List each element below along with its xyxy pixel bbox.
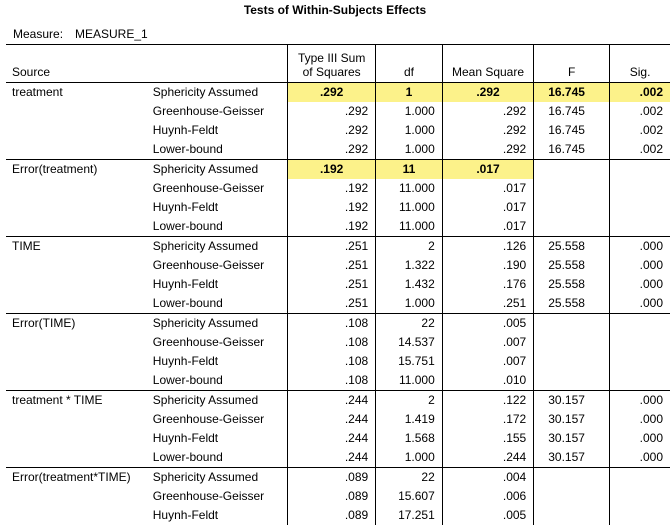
df-cell: 17.251 [376,506,443,525]
mean-square-cell: .292 [442,140,533,160]
df-cell: 1.000 [376,140,443,160]
header-f: F [534,45,610,83]
correction-cell: Sphericity Assumed [148,468,288,488]
sig-cell: .000 [610,275,670,294]
mean-square-cell: .176 [442,275,533,294]
source-cell [6,333,148,352]
sig-cell: .000 [610,410,670,429]
correction-cell: Huynh-Feldt [152,431,219,445]
source-cell: TIME [6,237,148,257]
sig-cell: .000 [610,448,670,468]
mean-square-cell: .292 [442,121,533,140]
sig-cell: .002 [610,121,670,140]
f-cell [534,487,610,506]
correction-cell: Lower-bound [152,142,223,156]
within-subjects-effects-table [6,44,670,525]
source-cell [6,487,148,506]
f-cell: 16.745 [534,83,610,103]
table-row [6,391,670,411]
sig-cell: .002 [610,102,670,121]
df-cell: 2 [376,391,443,411]
df-cell: 1.322 [376,256,443,275]
mean-square-cell: .017 [442,160,533,180]
f-cell [534,179,610,198]
df-cell: 14.537 [376,333,443,352]
f-cell: 16.745 [534,121,610,140]
correction-cell: Lower-bound [152,296,223,310]
sig-cell: .000 [610,294,670,314]
mean-square-cell: .292 [442,102,533,121]
correction-cell: Lower-bound [152,373,223,387]
sum-of-squares-cell: .251 [288,256,376,275]
table-row [6,487,670,506]
sum-of-squares-cell: .192 [288,179,376,198]
table-row [6,179,670,198]
mean-square-cell: .007 [442,333,533,352]
source-cell: treatment [6,83,148,103]
sig-cell [610,198,670,217]
df-cell: 1.000 [376,294,443,314]
sum-of-squares-cell: .192 [288,160,376,180]
correction-cell: Lower-bound [152,450,223,464]
table-row [6,275,670,294]
table-row [6,198,670,217]
sig-cell [610,487,670,506]
mean-square-cell: .292 [442,83,533,103]
mean-square-cell: .017 [442,198,533,217]
f-cell: 30.157 [534,429,610,448]
correction-cell: Lower-bound [152,219,223,233]
f-cell: 25.558 [534,237,610,257]
sig-cell [610,352,670,371]
source-cell [6,198,148,217]
correction-cell: Sphericity Assumed [148,391,288,411]
sig-cell [610,160,670,180]
f-cell [534,506,610,525]
table-row [6,140,670,160]
df-cell: 2 [376,237,443,257]
correction-cell: Greenhouse-Geisser [152,104,265,118]
table-row [6,410,670,429]
mean-square-cell: .017 [442,179,533,198]
measure-label: Measure: [13,27,64,41]
mean-square-cell: .004 [442,468,533,488]
sum-of-squares-cell: .089 [288,506,376,525]
correction-cell: Huynh-Feldt [152,123,219,137]
df-cell: 11.000 [376,198,443,217]
df-cell: 22 [376,468,443,488]
correction-cell: Huynh-Feldt [152,277,219,291]
f-cell [534,314,610,334]
df-cell: 1 [376,83,443,103]
df-cell: 1.000 [376,448,443,468]
correction-cell: Huynh-Feldt [152,508,219,522]
f-cell [534,198,610,217]
source-cell [6,217,148,237]
table-row [6,506,670,525]
mean-square-cell: .006 [442,487,533,506]
sig-cell: .000 [610,429,670,448]
sum-of-squares-cell: .108 [288,333,376,352]
f-cell [534,352,610,371]
df-cell: 22 [376,314,443,334]
source-cell [6,121,148,140]
source-cell [6,410,148,429]
mean-square-cell: .172 [442,410,533,429]
source-cell: Error(treatment*TIME) [6,468,148,488]
df-cell: 1.419 [376,410,443,429]
correction-cell: Greenhouse-Geisser [152,489,265,503]
sum-of-squares-cell: .251 [288,237,376,257]
header-df: df [376,45,443,83]
df-cell: 15.607 [376,487,443,506]
f-cell [534,333,610,352]
correction-cell: Greenhouse-Geisser [152,258,265,272]
correction-cell: Huynh-Feldt [152,354,219,368]
correction-cell: Greenhouse-Geisser [152,181,265,195]
sig-cell: .000 [610,256,670,275]
sum-of-squares-cell: .108 [288,371,376,391]
source-cell [6,256,148,275]
f-cell [534,217,610,237]
sum-of-squares-cell: .244 [288,448,376,468]
source-cell: Error(TIME) [6,314,148,334]
sum-of-squares-cell: .244 [288,429,376,448]
measure-value: MEASURE_1 [75,27,148,41]
df-cell: 11 [376,160,443,180]
correction-cell: Sphericity Assumed [148,237,288,257]
f-cell [534,160,610,180]
sum-of-squares-cell: .292 [288,102,376,121]
sum-of-squares-cell: .251 [288,294,376,314]
table-row [6,160,670,180]
mean-square-cell: .126 [442,237,533,257]
table-row [6,83,670,103]
mean-square-cell: .005 [442,506,533,525]
source-cell: Error(treatment) [6,160,148,180]
correction-cell: Greenhouse-Geisser [152,335,265,349]
source-cell [6,179,148,198]
table-row [6,352,670,371]
df-cell: 15.751 [376,352,443,371]
mean-square-cell: .122 [442,391,533,411]
table-row [6,429,670,448]
mean-square-cell: .244 [442,448,533,468]
table-row [6,333,670,352]
sum-of-squares-cell: .108 [288,314,376,334]
sum-of-squares-cell: .244 [288,391,376,411]
table-row [6,371,670,391]
mean-square-cell: .155 [442,429,533,448]
table-row [6,237,670,257]
source-cell [6,275,148,294]
sig-cell [610,371,670,391]
header-sig: Sig. [610,45,670,83]
sum-of-squares-cell: .089 [288,487,376,506]
sum-of-squares-cell: .251 [288,275,376,294]
mean-square-cell: .007 [442,352,533,371]
sig-cell: .000 [610,237,670,257]
mean-square-cell: .251 [442,294,533,314]
sum-of-squares-cell: .108 [288,352,376,371]
f-cell: 30.157 [534,410,610,429]
source-cell [6,140,148,160]
correction-cell: Huynh-Feldt [152,200,219,214]
source-cell [6,429,148,448]
f-cell: 16.745 [534,140,610,160]
source-cell [6,448,148,468]
source-cell [6,352,148,371]
correction-cell: Sphericity Assumed [148,314,288,334]
sig-cell [610,468,670,488]
sig-cell [610,217,670,237]
source-cell [6,102,148,121]
sig-cell [610,314,670,334]
df-cell: 1.568 [376,429,443,448]
f-cell: 25.558 [534,275,610,294]
mean-square-cell: .005 [442,314,533,334]
source-cell: treatment * TIME [6,391,148,411]
df-cell: 11.000 [376,179,443,198]
header-mean-square: Mean Square [442,45,533,83]
mean-square-cell: .017 [442,217,533,237]
sum-of-squares-cell: .244 [288,410,376,429]
sum-of-squares-cell: .292 [288,121,376,140]
df-cell: 11.000 [376,217,443,237]
table-title: Tests of Within-Subjects Effects [243,3,427,17]
measure-line [13,27,148,41]
header-source: Source [6,45,148,83]
f-cell [534,371,610,391]
mean-square-cell: .010 [442,371,533,391]
f-cell [534,468,610,488]
sum-of-squares-cell: .192 [288,217,376,237]
sig-cell: .002 [610,140,670,160]
df-cell: 1.000 [376,121,443,140]
f-cell: 30.157 [534,391,610,411]
table-row [6,102,670,121]
correction-cell: Greenhouse-Geisser [152,412,265,426]
f-cell: 25.558 [534,294,610,314]
table-row [6,314,670,334]
f-cell: 25.558 [534,256,610,275]
sum-of-squares-cell: .192 [288,198,376,217]
source-cell [6,294,148,314]
sig-cell: .000 [610,391,670,411]
f-cell: 30.157 [534,448,610,468]
table-row [6,468,670,488]
table-row [6,217,670,237]
table-row [6,121,670,140]
table-row [6,256,670,275]
f-cell: 16.745 [534,102,610,121]
mean-square-cell: .190 [442,256,533,275]
sig-cell [610,333,670,352]
header-sum-of-squares: Type III Sum of Squares [288,45,376,83]
correction-cell: Sphericity Assumed [148,160,288,180]
sum-of-squares-cell: .292 [288,140,376,160]
sig-cell [610,179,670,198]
source-cell [6,506,148,525]
df-cell: 11.000 [376,371,443,391]
table-row [6,448,670,468]
source-cell [6,371,148,391]
df-cell: 1.432 [376,275,443,294]
correction-cell: Sphericity Assumed [148,83,288,103]
df-cell: 1.000 [376,102,443,121]
sum-of-squares-cell: .292 [288,83,376,103]
table-row [6,294,670,314]
sig-cell: .002 [610,83,670,103]
sum-of-squares-cell: .089 [288,468,376,488]
header-correction [148,45,288,83]
header-row [6,45,670,83]
sig-cell [610,506,670,525]
